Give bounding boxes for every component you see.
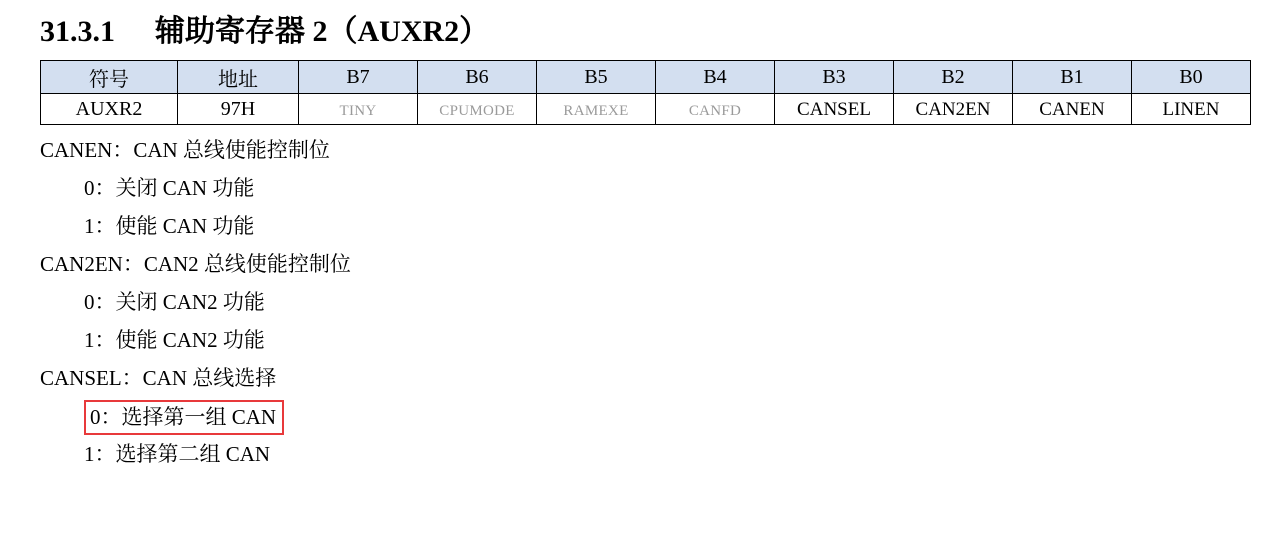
description-line: 1：使能 CAN2 功能: [84, 328, 265, 352]
table-header-row: [41, 61, 1251, 94]
section-heading: [40, 0, 1245, 50]
section-title: 辅助寄存器 2（AUXR2）: [155, 15, 490, 48]
header-bit-b0: B0: [1132, 61, 1251, 94]
header-bit-b3: B3: [775, 61, 894, 94]
header-bit-b2: B2: [894, 61, 1013, 94]
bit-name-b2: CAN2EN: [915, 98, 991, 120]
description-line: 1：选择第二组 CAN: [84, 442, 271, 466]
bit-name-b0: LINEN: [1162, 98, 1220, 120]
highlight-box: 0：选择第一组 CAN: [84, 400, 284, 435]
bit-name-b5: RAMEXE: [563, 102, 629, 119]
cell-register-address: 97H: [178, 94, 299, 125]
bit-name-b3: CANSEL: [797, 98, 871, 120]
description-line: CAN2EN：CAN2 总线使能控制位: [40, 252, 351, 276]
description-line: 0：关闭 CAN 功能: [84, 176, 255, 200]
cell-register-symbol: AUXR2: [41, 94, 178, 125]
cell-bit-b2: [894, 94, 1013, 125]
header-symbol: 符号: [41, 61, 178, 94]
bit-name-b6: CPUMODE: [439, 102, 515, 119]
header-bit-b6: B6: [418, 61, 537, 94]
cell-bit-b6: [418, 94, 537, 125]
cell-bit-b1: [1013, 94, 1132, 125]
register-bit-table: [40, 60, 1251, 125]
header-bit-b1: B1: [1013, 61, 1132, 94]
description-line-highlighted: [40, 397, 1245, 435]
cell-bit-b3: [775, 94, 894, 125]
header-bit-b4: B4: [656, 61, 775, 94]
cell-bit-b4: [656, 94, 775, 125]
table-row: [41, 94, 1251, 125]
section-number: 31.3.1: [40, 15, 115, 48]
description-line: CANEN：CAN 总线使能控制位: [40, 138, 330, 162]
bit-name-b4: CANFD: [688, 102, 742, 119]
header-bit-b7: B7: [299, 61, 418, 94]
description-line: 1：使能 CAN 功能: [84, 214, 255, 238]
bit-name-b1: CANEN: [1039, 98, 1105, 120]
header-bit-b5: B5: [537, 61, 656, 94]
cell-bit-b7: [299, 94, 418, 125]
cell-bit-b0: [1132, 94, 1251, 125]
bit-descriptions: [40, 131, 1245, 473]
description-line: CANSEL：CAN 总线选择: [40, 366, 277, 390]
header-address: 地址: [178, 61, 299, 94]
cell-bit-b5: [537, 94, 656, 125]
description-line: 0：关闭 CAN2 功能: [84, 290, 265, 314]
bit-name-b7: TINY: [339, 102, 377, 119]
